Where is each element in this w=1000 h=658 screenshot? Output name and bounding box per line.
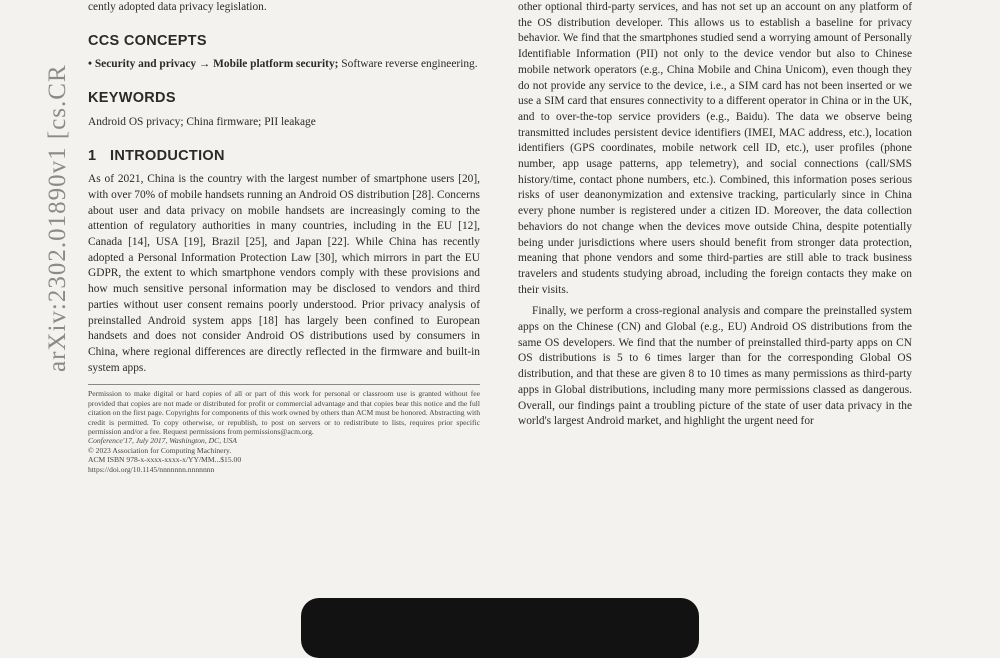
keywords-heading: KEYWORDS bbox=[88, 90, 176, 107]
isbn-line: ACM ISBN 978-x-xxxx-xxxx-x/YY/MM...$15.00 bbox=[88, 455, 242, 465]
right-column bbox=[518, 0, 912, 430]
doi-link[interactable]: https://doi.org/10.1145/nnnnnnn.nnnnnnn bbox=[88, 464, 215, 474]
left-column bbox=[88, 0, 480, 474]
conference-line: Conference'17, July 2017, Washington, DC, USA bbox=[88, 436, 237, 446]
abstract-tail: cently adopted data privacy legislation. bbox=[88, 1, 267, 13]
arxiv-sidebar bbox=[0, 0, 71, 625]
intro-heading bbox=[88, 149, 480, 165]
section-title: INTRODUCTION bbox=[110, 147, 225, 164]
bottom-overlay-bar bbox=[301, 598, 699, 658]
ccs-rest: Software reverse engineering. bbox=[338, 58, 478, 71]
section-number: 1 bbox=[88, 147, 97, 164]
intro-paragraph: As of 2021, China is the country with the largest number of smartphone users [20], with over 70% of mobile handsets running an Android OS distribution [28]. Concerns about user and data privacy on mobile handsets are increasingly coming to the attention of regulatory authorities in many countries, including in the EU [12], Canada [14], USA [19], Brazil [25], and Japan [22]. While China has recently adopted a Personal Information Protection Law [30], which mirrors in part the EU GDPR, the extent to which smartphone vendors comply with these provisions and how much sensitive personal information may be disclosed to vendors and third parties without user consent remains poorly understood. Prior privacy analysis of preinstalled Android system apps [18] has largely been confined to European handsets and does not consider Android OS distributions used by consumers in China, where regional differences are directly reflected in the firmware and built-in system apps. bbox=[88, 173, 480, 374]
right-paragraph-2: Finally, we perform a cross-regional analysis and compare the preinstalled system apps on the Chinese (CN) and Global (e.g., EU) Android OS distributions from the same OS developers. We find that the number of preinstalled third-party apps on CN OS distributions is 5 to 6 times larger than for the corresponding Global OS distribution, and that these are given 8 to 10 times as many permissions as third-party apps in Global distributions, including many more permissions classed as dangerous. Overall, our findings paint a troubling picture of the state of user data privacy in the world's largest Android market, and highlight the urgent need for bbox=[518, 305, 912, 428]
permission-notice: Permission to make digital or hard copies of all or part of this work for personal or classroom use is granted without fee provided that copies are not made or distributed for profit or commercial advantage and that copies bear this notice and the full citation on the first page. Copyrights for components of this work owned by others than ACM must be honored. Abstracting with credit is permitted. To copy otherwise, or republish, to post on servers or to redistribute to lists, requires prior specific permission and/or a fee. Request permissions from permissions@acm.org. bbox=[88, 389, 480, 436]
arxiv-identifier: arXiv:2302.01890v1 [cs.CR bbox=[44, 64, 71, 372]
keywords-text: Android OS privacy; China firmware; PII leakage bbox=[88, 115, 316, 128]
copyright-line: © 2023 Association for Computing Machinery. bbox=[88, 445, 232, 455]
ccs-bold: • Security and privacy → Mobile platform security; bbox=[88, 58, 339, 71]
ccs-heading: CCS CONCEPTS bbox=[88, 32, 207, 49]
ccs-concepts bbox=[88, 57, 480, 73]
footnote bbox=[88, 384, 480, 474]
right-paragraph-1: other optional third-party services, and has not set up an account on any platform of the OS distribution developer. This allows us to establish a baseline for privacy behavior. We find that the smartphones studied send a worrying amount of Personally Identifiable Information (PII) not only to the device vendor but also to Chinese mobile network operators (e.g., China Mobile and China Unicom), even though they do not provide any service to the device, i.e., a SIM card has not been inserted or we use a SIM card that ensures connectivity to a different operator in China or in the UK, and to over-the-top service providers (e.g., Baidu). The data we observe being transmitted includes persistent device identifiers (IMEI, MAC address, etc.), location identifiers (GPS coordinates, mobile network cell ID, etc.), user profiles (phone number, app usage patterns, app telemetry), and social connections (call/SMS history/time, contact phone numbers, etc.). Combined, this information poses serious risks of user deanonymization and extensive tracking, particularly since in China every phone number is registered under a citizen ID. Moreover, the data collection behaviors do not change when the devices move outside China, despite potentially being under jurisdictions where users should benefit from stronger data protection, meaning that phone vendors and some third-parties are still able to track business travelers and students studying abroad, including the foreign contacts they make on their visits. bbox=[518, 1, 912, 296]
